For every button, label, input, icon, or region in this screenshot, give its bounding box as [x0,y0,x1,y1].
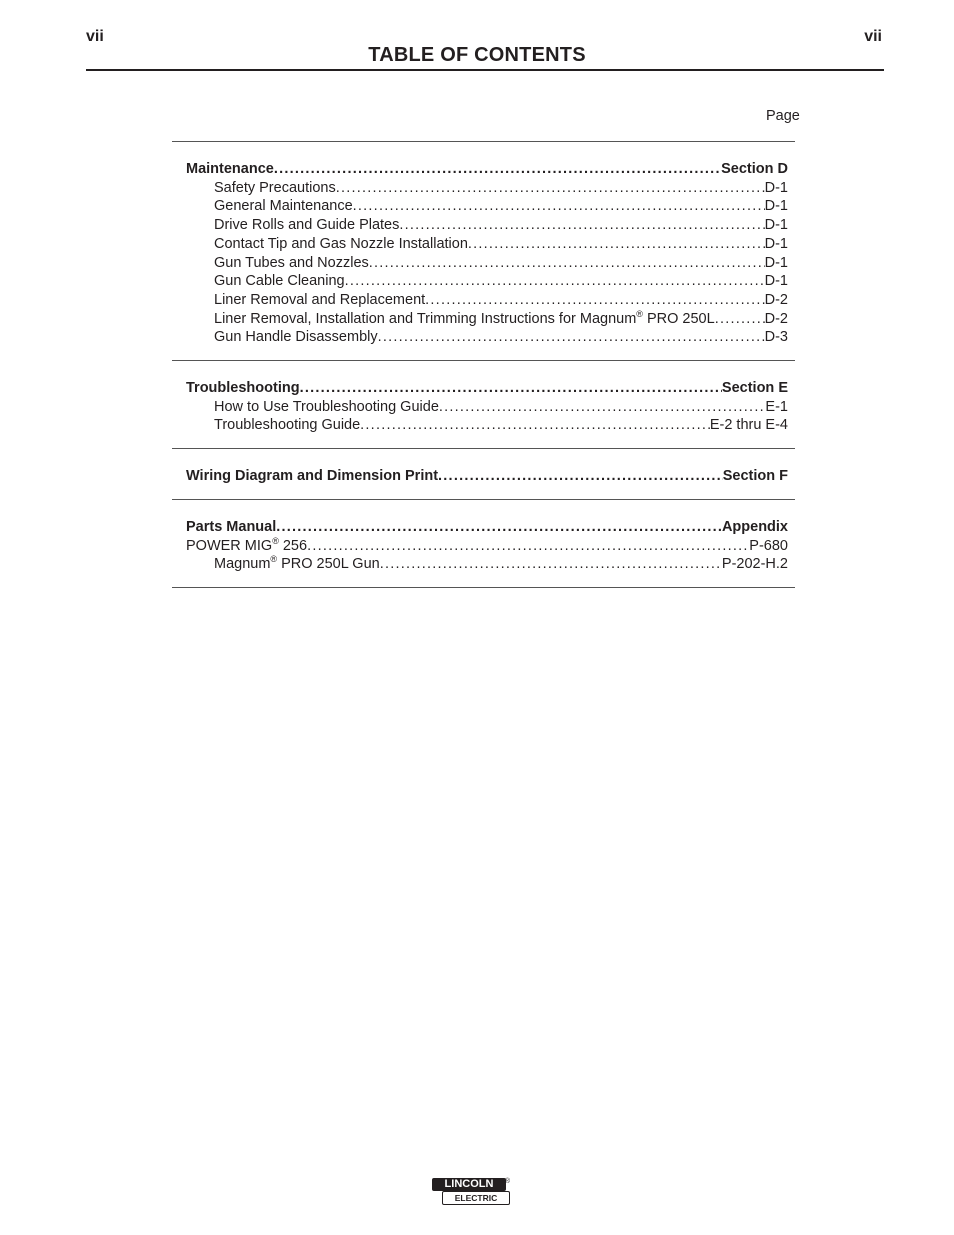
toc-section-wiring [172,449,795,499]
section-divider [172,587,795,588]
toc-section-heading[interactable] [172,160,795,179]
toc-section-heading[interactable] [172,518,795,537]
page-column-label: Page [766,108,800,124]
leader-dots [336,179,765,198]
leader-dots [353,197,765,216]
title-divider [86,69,884,71]
toc-entry-label: Gun Cable Cleaning [214,273,345,290]
leader-dots [360,416,710,435]
toc-entry-label: Gun Handle Disassembly [214,329,378,346]
toc-entry-page: D-1 [764,273,788,290]
toc-heading-page: Appendix [721,518,788,535]
registered-mark: ® [270,554,278,565]
logo-top-text: LINCOLN [432,1178,506,1191]
toc-entry-page: D-3 [764,329,788,346]
toc-entry[interactable] [172,179,795,198]
toc-entry-page: D-1 [764,254,788,271]
toc-section-heading[interactable] [172,379,795,398]
toc-entry-page: D-2 [764,291,788,308]
lincoln-electric-logo [432,1178,510,1206]
toc-heading-page: Section D [721,161,788,177]
toc-entry-page: D-1 [764,217,788,234]
logo-bottom-text: ELECTRIC [442,1191,510,1205]
toc-entry-label: How to Use Troubleshooting Guide [214,398,439,415]
toc-entry-page: P-680 [749,537,788,554]
leader-dots [380,555,722,574]
logo-registered-mark: ® [504,1178,510,1185]
leader-dots [369,254,765,273]
toc-entry-label: Drive Rolls and Guide Plates [214,217,400,234]
leader-dots [439,398,766,417]
toc-heading-label: Maintenance [186,161,274,177]
leader-dots [438,467,723,486]
toc-entry[interactable] [172,328,795,347]
table-of-contents [172,141,795,588]
toc-entry-label [214,310,715,329]
toc-entry[interactable] [172,235,795,254]
leader-dots [468,235,765,254]
toc-entry-label: Liner Removal and Replacement [214,291,426,308]
toc-entry-label: Troubleshooting Guide [214,417,361,434]
page-number-right: vii [864,28,882,45]
toc-entry-label: Contact Tip and Gas Nozzle Installation [214,235,468,252]
toc-entry-label [186,537,307,556]
leader-dots [307,537,749,556]
leader-dots [300,379,722,398]
toc-entry[interactable] [172,310,795,329]
toc-entry[interactable] [172,291,795,310]
leader-dots [378,328,765,347]
toc-entry[interactable] [172,398,795,417]
leader-dots [399,216,764,235]
toc-entry-label: Gun Tubes and Nozzles [214,254,369,271]
toc-entry[interactable] [172,537,795,556]
toc-section-maintenance [172,142,795,360]
toc-heading-label: Troubleshooting [186,380,300,397]
toc-section-heading[interactable] [172,467,795,486]
toc-entry[interactable] [172,416,795,435]
toc-entry[interactable] [172,272,795,291]
toc-entry[interactable] [172,216,795,235]
toc-section-troubleshooting [172,361,795,448]
toc-entry-label: Safety Precautions [214,179,336,196]
toc-entry[interactable] [172,254,795,273]
toc-entry[interactable] [172,197,795,216]
registered-mark: ® [636,308,643,319]
registered-mark: ® [272,535,279,546]
label-text: PRO 250L [642,310,715,327]
leader-dots [715,310,765,329]
page-number-left: vii [86,28,104,45]
toc-heading-label: Parts Manual [186,518,277,535]
leader-dots [276,518,722,537]
toc-entry-page: P-202-H.2 [721,556,788,573]
toc-entry-page: D-1 [764,179,788,196]
toc-entry-page: E-2 thru E-4 [709,417,788,434]
toc-entry-page: E-1 [765,398,788,415]
leader-dots [425,291,764,310]
toc-entry-page: D-1 [764,198,788,215]
toc-heading-label: Wiring Diagram and Dimension Print [186,468,439,485]
toc-section-parts-manual [172,500,795,587]
toc-heading-page: Section F [722,468,788,485]
leader-dots [274,160,721,179]
label-text: Magnum [214,556,271,573]
label-text: 256 [278,537,308,554]
toc-entry-label [214,555,380,574]
toc-entry-page: D-1 [764,235,788,252]
page-title: TABLE OF CONTENTS [368,44,586,66]
toc-entry-label: General Maintenance [214,198,353,215]
toc-heading-page: Section E [721,380,788,397]
label-text: PRO 250L Gun [277,556,380,573]
leader-dots [345,272,765,291]
toc-entry-page: D-2 [764,310,788,327]
label-text: Liner Removal, Installation and Trimming Instructions for Magnum [214,310,637,327]
label-text: POWER MIG [186,537,273,554]
toc-entry[interactable] [172,555,795,574]
